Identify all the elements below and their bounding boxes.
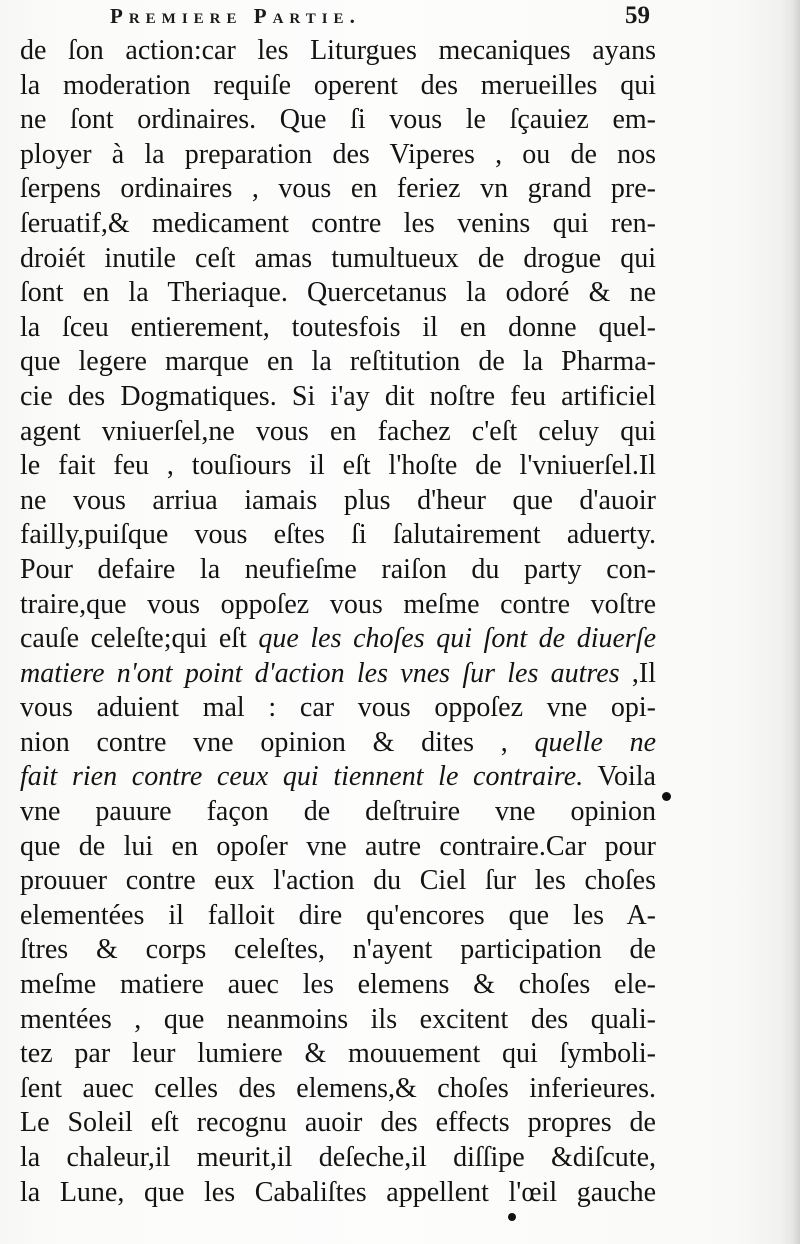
text-line-mixed [20,760,656,795]
running-title: Premiere Partie. [110,4,361,28]
text-line: le fait feu , touſiours il eſt l'hoſte de l'vniuerſel.Il [20,450,656,482]
text-line: ſeruatif,& medicament contre les venins qui ren- [20,207,656,239]
body-text [20,34,656,1210]
text-line: Pour defaire la neufieſme raiſon du party con- [20,553,656,585]
text-italic: fait rien contre ceux qui tiennent le contraire. [20,761,584,793]
ink-spot [662,792,671,801]
text-line: meſme matiere auec les elemens & choſes ele- [20,969,656,1001]
text-line: ſont en la Theriaque. Quercetanus la odoré & ne [20,277,656,309]
text-line: la chaleur,il meurit,il deſeche,il diſſipe &diſcute, [20,1142,656,1173]
text-line: ſtres & corps celeſtes, n'ayent participation de [20,934,656,966]
text-line: traire,que vous oppoſez vous meſme contre voſtre [20,588,656,620]
text-line: que de lui en opoſer vne autre contraire.Car pour [20,830,656,862]
text-line: Le Soleil eſt recognu auoir des effects propres de [20,1107,656,1139]
text-line: vne pauure façon de deſtruire vne opinion [20,796,656,828]
text-italic: que les choſes qui ſont de diuerſe [258,623,656,655]
page-number: 59 [625,2,650,29]
text-line: ſerpens ordinaires , vous en feriez vn grand pre- [20,173,656,205]
text-italic: matiere n'ont point d'action les vnes ſur les autres [20,657,620,689]
text-line: failly,puiſque vous eſtes ſi ſalutairement aduerty. [20,519,656,551]
text-line: la ſceu entierement, toutesfois il en donne quel- [20,311,656,343]
text-line: vous aduient mal : car vous oppoſez vne opi- [20,692,656,724]
text-line: agent vniuerſel,ne vous en fachez c'eſt celuy qui [20,415,656,447]
page-edge-shadow [780,0,800,1244]
text-line: ne ſont ordinaires. Que ſi vous le ſçauiez em- [20,104,656,136]
text-line: de ſon action:car les Liturgues mecaniques ayans [20,35,656,66]
text-line-mixed [20,657,656,692]
running-head [110,4,650,30]
text-line: ſent auec celles des elemens,& choſes inferieures. [20,1072,656,1104]
ink-spot [508,1213,516,1221]
text-line: la Lune, que les Cabaliſtes appellent l'œil gauche [20,1176,656,1208]
text-roman: cauſe celeſte;qui eſt [20,623,247,655]
text-line: droiét inutile ceſt amas tumultueux de drogue qui [20,242,656,274]
text-line: ployer à la preparation des Viperes , ou de nos [20,138,656,170]
text-line: ne vous arriua iamais plus d'heur que d'auoir [20,484,656,516]
text-line-mixed [20,622,656,657]
text-line: tez par leur lumiere & mouuement qui ſymboli- [20,1038,656,1070]
text-roman: ,Il [631,657,656,689]
text-line: mentées , que neanmoins ils excitent des quali- [20,1003,656,1035]
text-line: prouuer contre eux l'action du Ciel ſur les choſes [20,865,656,897]
text-roman: Voila [597,761,656,793]
text-line-mixed [20,726,656,761]
text-line: elementées il falloit dire qu'encores que les A- [20,899,656,931]
text-line: que legere marque en la reſtitution de la Pharma- [20,346,656,378]
text-roman: nion contre vne opinion & dites , [20,726,508,758]
text-italic: quelle ne [534,726,656,758]
text-line: la moderation requiſe operent des merueilles qui [20,69,656,101]
text-line: cie des Dogmatiques. Si i'ay dit noſtre feu artificiel [20,380,656,412]
